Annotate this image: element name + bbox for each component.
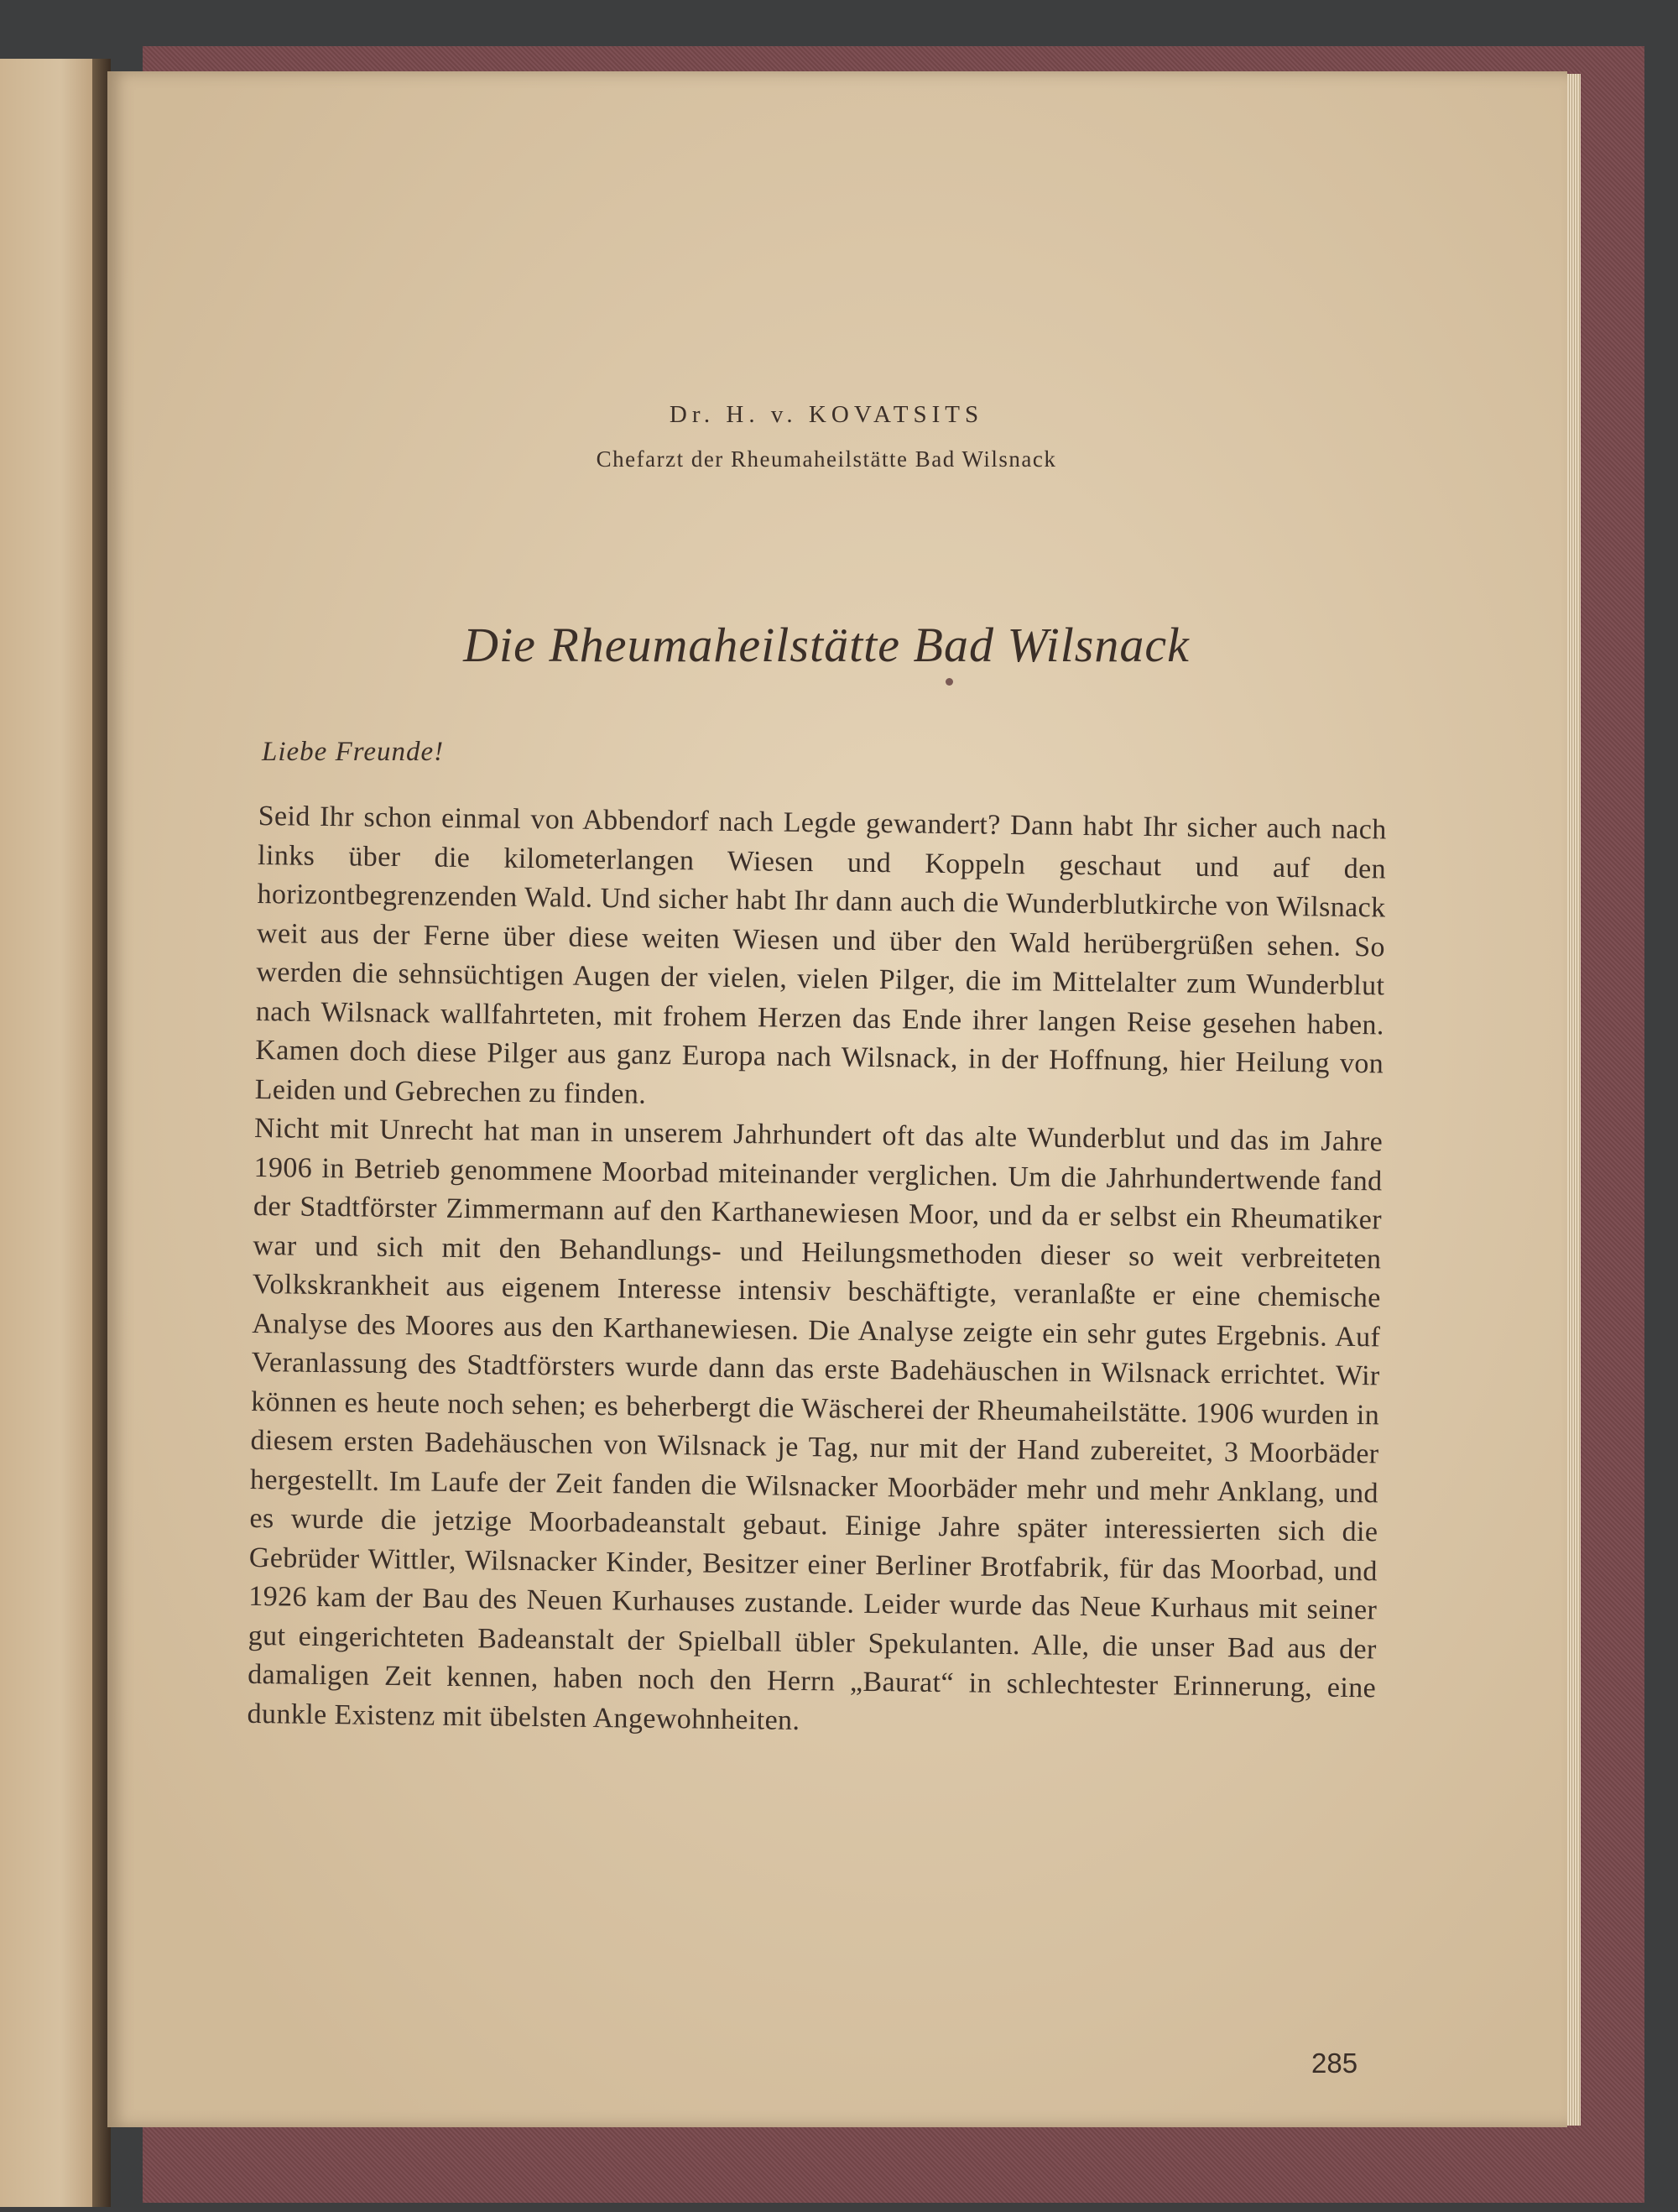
left-page-edge <box>0 59 102 2207</box>
author-subtitle: Chefarzt der Rheumaheilstätte Bad Wilsnack <box>596 446 1057 472</box>
author-name: Dr. H. v. KOVATSITS <box>669 401 984 428</box>
title-ornament-dot <box>946 678 953 686</box>
page-stack-edge <box>1567 74 1581 2126</box>
paragraph: Nicht mit Unrecht hat man in unserem Jahrhundert oft das alte Wunderblut und das im Jahre 1906 in Betrieb genommene Moorbad miteinander verglichen. Um die Jahrhundertwende fand der Stadtförster Zimmermann auf den Karthanewiesen Moor, und da er selbst ein Rheumatiker war und sich mit den Behandlungs- und Heilungsmethoden dieser so weit verbreiteten Volkskrankheit aus eigenem Interesse intensiv beschäftigte, veranlaßte er eine chemische Analyse des Moores aus den Karthanewiesen. Die Analyse zeigte ein sehr gutes Ergebnis. Auf Veranlassung des Stadtförsters wurde dann das erste Badehäuschen in Wilsnack errichtet. Wir können es heute noch sehen; es beherbergt die Wäscherei der Rheumaheilstätte. 1906 wurden in diesem ersten Badehäuschen von Wilsnack je Tag, nur mit der Hand zubereitet, 3 Moorbäder hergestellt. Im Laufe der Zeit fanden die Wilsnacker Moorbäder mehr und mehr Anklang, und es wurde die jetzige Moorbadeanstalt gebaut. Einige Jahre später interessierten sich die Gebrüder Wittler, Wilsnacker Kinder, Besitzer einer Berliner Brotfabrik, für das Moorbad, und 1926 kam der Bau des Neuen Kurhauses zustande. Leider wurde das Neue Kurhaus mit seiner gut eingerichteten Badeanstalt der Spielball übler Spekulanten. Alle, die unser Bad aus der damaligen Zeit kennen, haben noch den Herrn „Baurat“ in schlechtester Erinnerung, eine dunkle Existenz mit übelsten Angewohnheiten. <box>247 1112 1384 1736</box>
salutation: Liebe Freunde! <box>262 737 445 767</box>
page-number: 285 <box>1311 2048 1358 2079</box>
article-title: Die Rheumaheilstätte Bad Wilsnack <box>463 618 1190 672</box>
article-body <box>247 797 1387 1747</box>
paragraph: Seid Ihr schon einmal von Abbendorf nach Legde gewandert? Dann habt Ihr sicher auch nach links über die kilometerlangen Wiesen und Koppeln geschaut und auf den horizontbegrenzenden Wald. Und sicher habt Ihr dann auch die Wunderblutkirche von Wilsnack weit aus der Ferne über diese weiten Wiesen und über den Wald herübergrüßen sehen. So werden die sehnsüchtigen Augen der vielen, vielen Pilger, die im Mittelalter zum Wunderblut nach Wilsnack wallfahrteten, mit frohem Herzen das Ende ihrer langen Reise gesehen haben. Kamen doch diese Pilger aus ganz Europa nach Wilsnack, in der Hoffnung, hier Heilung von Leiden und Gebrechen zu finden. <box>254 800 1387 1110</box>
